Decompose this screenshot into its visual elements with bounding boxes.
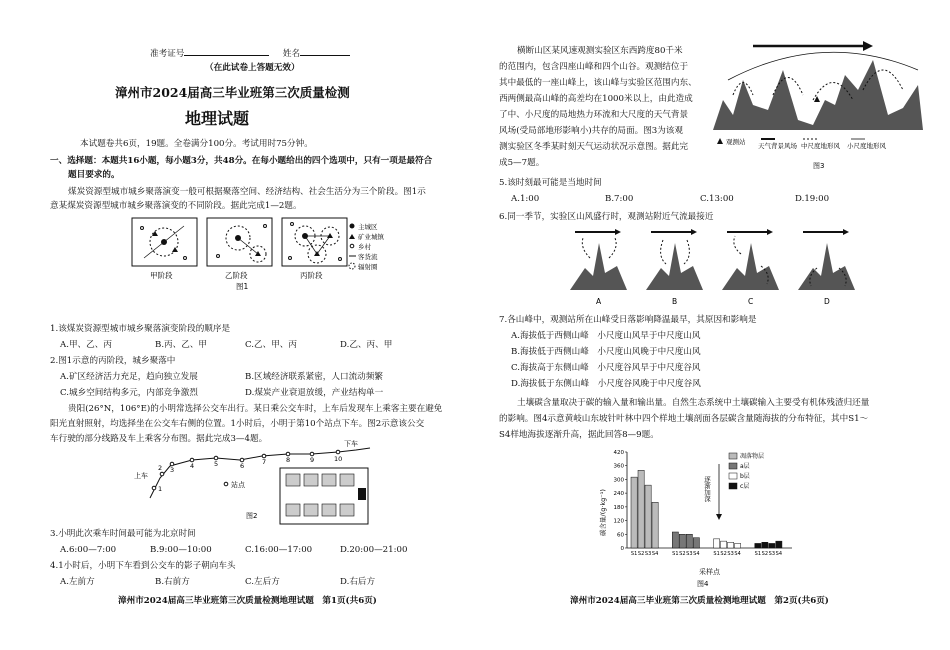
passage-2-l1: 贵阳(26°N，106°E)的小明常选择公交车出行。某日乘公交车时，上车后发现车上乘客主要在避免 bbox=[68, 404, 443, 414]
legend-swatch bbox=[729, 453, 737, 459]
passage-4-l3: S4样地海拔逐渐升高，据此回答8—9题。 bbox=[499, 430, 659, 440]
stop-1: 1 bbox=[158, 485, 163, 493]
station-legend-label: 站点 bbox=[231, 481, 245, 489]
stage-jia-panel bbox=[132, 218, 197, 266]
page-2-footer: 漳州市2024届高三毕业班第三次质量检测地理试题 第2页(共6页) bbox=[570, 596, 829, 606]
stop-2: 2 bbox=[158, 464, 163, 472]
y-tick-label: 180 bbox=[613, 504, 624, 511]
section-header: 一、选择题：本题共16小题，每小题3分，共48分。在每小题给出的四个选项中，只有一项是最符合 bbox=[50, 156, 433, 166]
x-tick-label: S2 bbox=[679, 551, 686, 557]
bar-b层-S4 bbox=[735, 543, 741, 548]
station-legend-icon bbox=[224, 482, 228, 486]
figure-1-legend bbox=[349, 222, 385, 271]
board-label: 上车 bbox=[134, 472, 148, 480]
passage-4-l1: 土壤碳含量取决于碳的输入量和输出量。自然生态系统中土壤碳输入主要受有机体残渣归还量 bbox=[517, 398, 870, 408]
legend-flow: 客货流 bbox=[358, 253, 378, 261]
x-tick-label: S1 bbox=[754, 551, 762, 557]
radiation-icon bbox=[349, 263, 355, 269]
exam-title: 漳州市2024届高三毕业班第三次质量检测 bbox=[115, 85, 350, 100]
bar-a层-S2 bbox=[679, 534, 685, 548]
q2-option-c[interactable]: C.城乡空间结构多元，内部竞争激烈 bbox=[60, 388, 198, 398]
q7-option-b[interactable]: B.海拔低于西侧山峰 小尺度山风晚于中尺度山风 bbox=[511, 347, 701, 357]
chart-legend bbox=[729, 452, 764, 490]
y-tick-label: 420 bbox=[613, 450, 624, 456]
y-tick-label: 60 bbox=[617, 532, 624, 539]
figure-3-caption: 图3 bbox=[813, 162, 825, 170]
y-tick-label: 360 bbox=[613, 463, 624, 470]
q7-option-d[interactable]: D.海拔低于东侧山峰 小尺度谷风晚于中尺度谷风 bbox=[511, 379, 701, 389]
question-7: 7.各山峰中，观测站所在山峰受日落影响降温最早，其原因和影响是 bbox=[499, 315, 757, 325]
q6-diagram-a[interactable] bbox=[570, 229, 627, 306]
q3-option-c[interactable]: C.16:00—17:00 bbox=[245, 545, 313, 555]
legend-swatch bbox=[729, 473, 737, 479]
q4-option-a[interactable]: A.左前方 bbox=[60, 577, 95, 587]
y-tick-label: 120 bbox=[613, 518, 624, 525]
bar-凋落物层-S3 bbox=[645, 485, 651, 548]
stage-yi-panel bbox=[207, 218, 272, 266]
bar-c层-S2 bbox=[762, 542, 768, 548]
q5-option-b[interactable]: B.7:00 bbox=[605, 194, 634, 204]
legend-label: b层 bbox=[740, 473, 750, 480]
passage-3-l3: 其中最低的一座山峰上，该山峰与实验区范围内东、 bbox=[499, 78, 697, 88]
legend-main-city: 主城区 bbox=[358, 223, 378, 231]
q7-option-a[interactable]: A.海拔低于西侧山峰 小尺度山风早于中尺度山风 bbox=[511, 331, 701, 341]
bar-b层-S2 bbox=[721, 541, 727, 548]
figure-3-legend bbox=[717, 137, 887, 150]
stop-3: 3 bbox=[170, 466, 175, 474]
bus-seat-diagram bbox=[280, 468, 368, 524]
bar-凋落物层-S1 bbox=[631, 477, 637, 548]
bar-b层-S3 bbox=[728, 542, 734, 548]
stage-bing-label: 丙阶段 bbox=[300, 271, 323, 280]
bar-a层-S3 bbox=[686, 534, 692, 548]
question-3: 3.小明此次乘车时间最可能为北京时间 bbox=[50, 529, 196, 539]
q6-diagram-d[interactable] bbox=[798, 229, 855, 306]
admission-line[interactable] bbox=[184, 46, 269, 56]
passage-2-l2: 阳光直射照射，均选择坐在公交车右侧的位置。1小时后，小明于第10个站点下车。图2示意该公交 bbox=[50, 419, 425, 429]
stage-bing-panel bbox=[282, 218, 347, 266]
bar-c层-S3 bbox=[769, 543, 775, 548]
x-tick-label: S2 bbox=[637, 551, 645, 557]
name-label: 姓名 bbox=[282, 49, 301, 59]
chart-y-axis-label: 碳含量/(g·kg⁻¹) bbox=[599, 489, 607, 536]
header-fields bbox=[150, 46, 350, 60]
admission-label: 准考证号 bbox=[150, 49, 185, 59]
passage-3-l4: 西两侧最高山峰的高差均在1000米以上，由此造成 bbox=[499, 94, 693, 104]
legend-label: 凋落物层 bbox=[740, 453, 765, 460]
bar-a层-S1 bbox=[672, 532, 678, 548]
y-tick-label: 240 bbox=[613, 491, 624, 498]
x-tick-label: S3 bbox=[727, 551, 734, 557]
intro: 本试题卷共6页，19题。全卷满分100分。考试用时75分钟。 bbox=[80, 139, 313, 149]
bar-b层-S1 bbox=[714, 539, 720, 548]
name-line[interactable] bbox=[300, 46, 350, 56]
q3-option-a[interactable]: A.6:00—7:00 bbox=[60, 545, 117, 555]
x-tick-label: S3 bbox=[768, 551, 776, 557]
figure-2 bbox=[120, 440, 390, 526]
figure-2-caption: 图2 bbox=[246, 512, 258, 520]
q3-option-b[interactable]: B.9:00—10:00 bbox=[150, 545, 212, 555]
stage-jia-label: 甲阶段 bbox=[150, 271, 173, 280]
passage-1-l2: 意某煤炭资源型城市城乡聚落演变的不同阶段。据此完成1—2题。 bbox=[50, 201, 302, 211]
alight-label: 下车 bbox=[344, 440, 358, 448]
x-tick-label: S1 bbox=[630, 551, 638, 557]
stage-yi-label: 乙阶段 bbox=[225, 271, 248, 280]
station-legend-icon bbox=[717, 138, 723, 144]
bar-c层-S1 bbox=[755, 543, 761, 548]
stop-8: 8 bbox=[286, 456, 291, 464]
stop-6: 6 bbox=[240, 462, 245, 470]
q3-option-d[interactable]: D.20:00—21:00 bbox=[340, 545, 408, 555]
legend-radiation: 辐射圈 bbox=[358, 263, 378, 271]
bar-c层-S4 bbox=[776, 541, 782, 548]
chart-x-axis-label: 采样点 bbox=[699, 568, 720, 576]
passage-4-l2: 的影响。图4示意黄岐山东坡针叶林中四个样地土壤剖面各层碳含量随海拔的分布特征，其中S1～ bbox=[499, 414, 869, 424]
figure-1 bbox=[130, 214, 384, 304]
legend-mining-town: 矿业城镇 bbox=[358, 233, 384, 241]
q5-option-c[interactable]: C.13:00 bbox=[700, 194, 734, 204]
question-6: 6.同一季节，实验区山风盛行时，观测站附近气流最接近 bbox=[499, 212, 714, 222]
depth-note bbox=[703, 464, 722, 520]
q1-option-b[interactable]: B.丙、乙、甲 bbox=[155, 340, 208, 350]
q6-option-a-label: A bbox=[596, 297, 602, 306]
route-stops bbox=[152, 450, 342, 493]
passage-3-l2: 的范围内，包含四座山峰和四个山谷。观测结位于 bbox=[499, 62, 689, 72]
stop-5: 5 bbox=[214, 460, 219, 468]
legend-station: 观测站 bbox=[726, 138, 746, 146]
passage-3-l7: 测实验区冬季某时刻天气运动状况示意图。据此完 bbox=[499, 142, 689, 152]
q1-option-c[interactable]: C.乙、甲、丙 bbox=[245, 340, 297, 350]
q1-option-d[interactable]: D.乙、丙、甲 bbox=[340, 340, 393, 350]
legend-label: a层 bbox=[740, 463, 750, 470]
legend-village: 乡村 bbox=[358, 243, 371, 251]
village-icon bbox=[350, 244, 354, 248]
q6-option-d-label: D bbox=[824, 297, 830, 306]
q5-option-a[interactable]: A.1:00 bbox=[511, 194, 540, 204]
figure-1-caption: 图1 bbox=[236, 282, 249, 291]
q2-option-d[interactable]: D.煤炭产业衰退放缓，产业结构单一 bbox=[245, 388, 384, 398]
x-tick-label: S4 bbox=[693, 551, 700, 557]
x-tick-label: S3 bbox=[644, 551, 652, 557]
y-tick-label: 0 bbox=[620, 546, 624, 552]
subject-title: 地理试题 bbox=[185, 109, 250, 128]
bar-凋落物层-S2 bbox=[638, 470, 644, 548]
station-marker bbox=[814, 96, 820, 102]
legend-label: c层 bbox=[740, 483, 750, 490]
legend-micro-wind: 小尺度地形风 bbox=[847, 142, 886, 150]
exam-page-2 bbox=[475, 0, 950, 650]
legend-background-wind: 天气背景风场 bbox=[758, 142, 797, 150]
mining-town-icon bbox=[349, 234, 355, 239]
stop-10: 10 bbox=[334, 455, 343, 463]
figure-4-caption: 图4 bbox=[697, 580, 709, 588]
stop-9: 9 bbox=[310, 456, 315, 464]
q4-option-c[interactable]: C.左后方 bbox=[245, 577, 280, 587]
x-tick-label: S2 bbox=[761, 551, 769, 557]
main-city-icon bbox=[350, 224, 355, 229]
q6-option-c-label: C bbox=[748, 297, 754, 306]
x-tick-label: S2 bbox=[720, 551, 727, 557]
q6-diagrams bbox=[565, 228, 875, 310]
page-1-footer: 漳州市2024届高三毕业班第三次质量检测地理试题 第1页(共6页) bbox=[118, 596, 377, 606]
q2-option-b[interactable]: B.区域经济联系紧密，人口流动频繁 bbox=[245, 372, 383, 382]
x-tick-label: S3 bbox=[686, 551, 693, 557]
q4-option-d[interactable]: D.右后方 bbox=[340, 577, 376, 587]
stop-4: 4 bbox=[190, 462, 195, 470]
figure-4-chart bbox=[595, 444, 825, 587]
mountain-profile bbox=[713, 60, 923, 130]
stop-7: 7 bbox=[262, 458, 267, 466]
question-2: 2.图1示意的丙阶段，城乡聚落中 bbox=[50, 356, 176, 366]
q7-option-c[interactable]: C.海拔高于东侧山峰 小尺度谷风早于中尺度谷风 bbox=[511, 363, 701, 373]
q4-option-b[interactable]: B.右前方 bbox=[155, 577, 190, 587]
legend-meso-wind: 中尺度地形风 bbox=[801, 142, 840, 150]
x-tick-label: S1 bbox=[713, 551, 720, 557]
y-tick-label: 300 bbox=[613, 477, 624, 484]
x-tick-label: S4 bbox=[734, 551, 741, 557]
q6-diagram-c[interactable] bbox=[722, 229, 779, 306]
q6-option-b-label: B bbox=[672, 297, 678, 306]
legend-swatch bbox=[729, 463, 737, 469]
figure-3 bbox=[713, 40, 928, 175]
x-tick-label: S4 bbox=[651, 551, 659, 557]
passage-2-l3: 车行驶的部分线路及车上乘客分布图。据此完成3—4题。 bbox=[50, 434, 268, 444]
passage-1-l1: 煤炭资源型城市城乡聚落演变一般可根据聚落空间、经济结构、社会生活分为三个阶段。图1示 bbox=[68, 187, 426, 197]
question-5: 5.该时刻最可能是当地时间 bbox=[499, 178, 602, 188]
x-tick-label: S4 bbox=[775, 551, 783, 557]
question-4: 4.1小时后，小明下车看到公交车的影子朝向车头 bbox=[50, 561, 236, 571]
section-header-2: 题目要求的。 bbox=[68, 170, 120, 180]
bar-a层-S4 bbox=[693, 538, 699, 548]
bar-凋落物层-S4 bbox=[652, 502, 658, 548]
depth-note-text: 逐渐加深 bbox=[703, 476, 711, 502]
passage-3-l8: 成5—7题。 bbox=[499, 158, 545, 168]
passage-3-l6: 风场(受局部地形影响小)共存的局面。图3为该观 bbox=[499, 126, 684, 136]
notice: （在此试卷上答题无效） bbox=[205, 63, 300, 73]
passage-3-l5: 了中、小尺度的局地热力环流和大尺度的天气背景 bbox=[499, 110, 689, 120]
q2-option-a[interactable]: A.矿区经济活力充足，趋向独立发展 bbox=[60, 372, 198, 382]
q6-diagram-b[interactable] bbox=[646, 229, 703, 306]
x-tick-label: S1 bbox=[672, 551, 679, 557]
q1-option-a[interactable]: A.甲、乙、丙 bbox=[60, 340, 112, 350]
driver-seat-icon bbox=[358, 488, 366, 500]
legend-swatch bbox=[729, 483, 737, 489]
q5-option-d[interactable]: D.19:00 bbox=[795, 194, 830, 204]
question-1: 1.该煤炭资源型城市城乡聚落演变阶段的顺序是 bbox=[50, 324, 231, 334]
passage-3-l1: 横断山区某风速观测实验区东西跨度80千米 bbox=[517, 46, 683, 56]
